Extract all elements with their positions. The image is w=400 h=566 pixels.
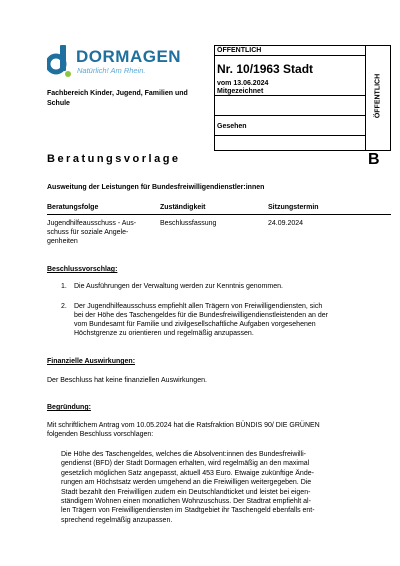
- proposal-item-text: Der Jugendhilfeausschuss empfiehlt allen Trägern von Freiwilligendiensten, sich bei der Höhe des Taschengeldes für die Bundesfreiwilligendienstleistenden an der vom Bundesamt für Familie und zivilgesellschaftliche Aufgaben vorgesehenen Höchstgrenze zu orientieren und regelmäßig anzupassen.: [74, 303, 328, 337]
- document-subject: Ausweitung der Leistungen für Bundesfreiwilligendienstler:innen: [47, 184, 265, 191]
- page-title: Beratungsvorlage: [47, 153, 181, 165]
- table-cell-date: 24.09.2024: [268, 220, 304, 227]
- reasoning-quote: Die Höhe des Taschengeldes, welches die Absolvent:innen des Bundesfreiwilli- gendienst (BFD) der Stadt Dormagen erhalten, wird regelmäßig an den maximal gesetzlich möglichen Satz angepasst, aktuell 453 Euro. Etwaige zukünftige Ände- rungen am Höchstsatz werden umgehend an die Freiwilligen weitergegeben. Die Stadt bezahlt den Freiwilligen zudem ein Deutschlandticket und leistet bei eigen- ständigem Wohnen einen monatlichen Wohnzuschuss. Der Stadtrat empfiehlt al- len Trägern von Freiwilligendiensten im Stadtgebiet ihr Taschengeld ebenfalls ent- sprechend regelmäßig anzupassen.: [61, 451, 315, 524]
- finance-heading: Finanzielle Auswirkungen:: [47, 358, 136, 365]
- proposal-item-number: 1.: [61, 283, 67, 290]
- table-header-consultation: Beratungsfolge: [47, 204, 99, 211]
- dormagen-logo-mark-icon: [47, 45, 71, 77]
- document-date: vom 13.06.2024: [217, 80, 269, 87]
- document-type-letter: B: [368, 151, 380, 168]
- proposal-item-text: Die Ausführungen der Verwaltung werden zur Kenntnis genommen.: [74, 283, 283, 290]
- table-cell-body: Jugendhilfeausschuss - Aus- schuss für soziale Angele- genheiten: [47, 220, 137, 245]
- table-header-responsibility: Zuständigkeit: [160, 204, 206, 211]
- visibility-status: ÖFFENTLICH: [217, 47, 262, 54]
- table-header-date: Sitzungstermin: [268, 204, 319, 211]
- visibility-status-vertical: ÖFFENTLICH: [374, 73, 382, 119]
- proposal-heading: Beschlussvorschlag:: [47, 266, 118, 273]
- proposal-item-number: 2.: [61, 303, 67, 310]
- document-number: Nr. 10/1963 Stadt: [217, 62, 314, 76]
- logo-wordmark: DORMAGEN: [76, 47, 182, 66]
- department-name: Fachbereich Kinder, Jugend, Familien und Schule: [47, 90, 188, 107]
- document-header-box: [214, 45, 391, 151]
- table-cell-responsibility: Beschlussfassung: [160, 220, 217, 227]
- reasoning-heading: Begründung:: [47, 404, 91, 411]
- cosigned-label: Mitgezeichnet: [217, 88, 264, 95]
- finance-text: Der Beschluss hat keine finanziellen Auswirkungen.: [47, 377, 207, 384]
- seen-label: Gesehen: [217, 123, 247, 130]
- reasoning-intro: Mit schriftlichem Antrag vom 10.05.2024 hat die Ratsfraktion BÜNDIS 90/ DIE GRÜNEN folgenden Beschluss vorschlagen:: [47, 422, 320, 438]
- table-divider: [47, 214, 391, 215]
- logo-slogan: Natürlich! Am Rhein.: [77, 66, 146, 75]
